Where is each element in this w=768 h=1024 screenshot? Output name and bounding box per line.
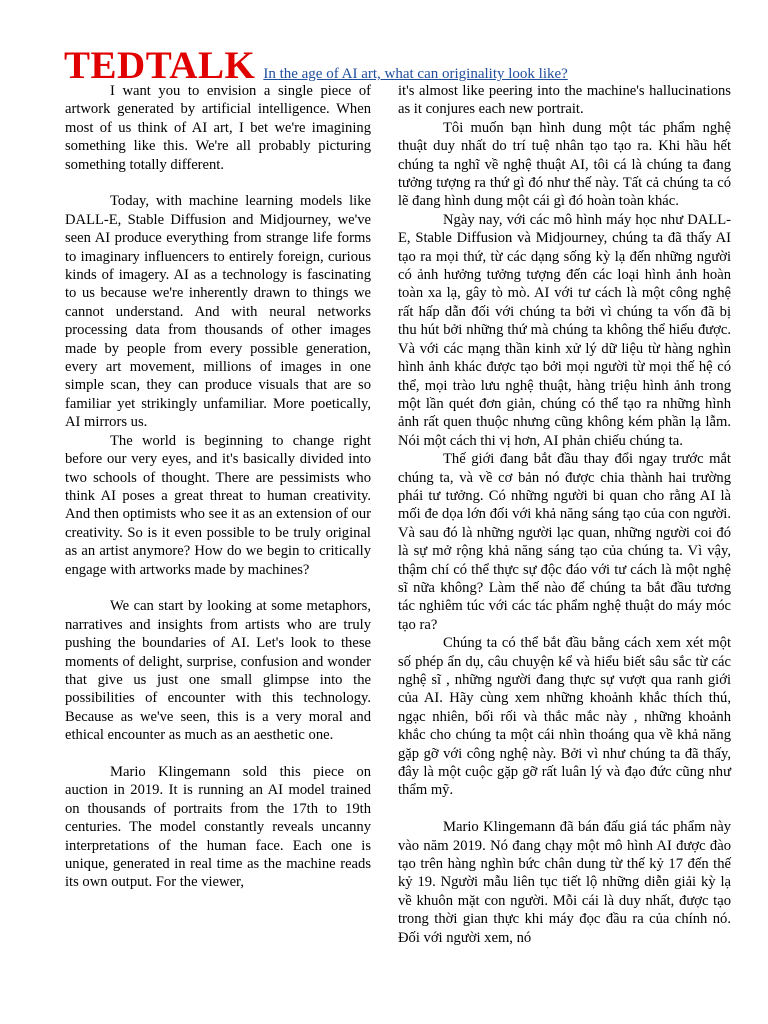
brand-title: TEDTALK — [64, 44, 256, 87]
english-paragraph-continued: it's almost like peering into the machine's hallucinations as it conjures each new portrait. — [398, 83, 731, 118]
english-paragraph: I want you to envision a single piece of artwork generated by artificial intelligence. When most of us think of AI art, I bet we're imagining something like this. We're all probably picturing something totally different. — [65, 83, 371, 173]
talk-title-link[interactable]: In the age of AI art, what can originality look like? — [263, 66, 568, 82]
vietnamese-column — [398, 82, 731, 947]
vietnamese-paragraph: Mario Klingemann đã bán đấu giá tác phẩm này vào năm 2019. Nó đang chạy một mô hình AI được đào tạo trên hàng nghìn bức chân dung từ thế kỷ 17 đến thế kỷ 19. Người mẫu liên tục tiết lộ những diễn giải kỳ lạ về khuôn mặt con người. Mỗi cái là duy nhất, được tạo trong thời gian thực khi máy đọc đầu ra của chính nó. Đối với người xem, nó — [398, 819, 731, 946]
vietnamese-paragraph: Ngày nay, với các mô hình máy học như DALL-E, Stable Diffusion và Midjourney, chúng ta đã thấy AI tạo ra mọi thứ, từ các dạng sống kỳ lạ đến những người có ảnh hưởng tưởng tượng đến các loại hình ảnh hoàn toàn xa lạ, gây tò mò. AI với tư cách là một công nghệ rất hấp dẫn đối với chúng ta bởi vì chúng ta vốn đã bị thu hút bởi những thứ mà chúng ta không thể hiểu được. Và với các mạng thần kinh xử lý dữ liệu từ hàng nghìn hình ảnh khác được tạo bởi mọi người từ mọi thế hệ có thể, mọi trào lưu nghệ thuật, hàng triệu hình ảnh trong một lần quét đơn giản, chúng có thể tạo ra những hình ảnh rất quen thuộc nhưng cũng không kém phần lạ lẫm. Nói một cách thi vị hơn, AI phản chiếu chúng ta. — [398, 211, 731, 449]
english-paragraph: The world is beginning to change right before our very eyes, and it's basically divided into two schools of thought. There are pessimists who think AI poses a great threat to human creativity. And then optimists who see it as an extension of our creativity. So is it even possible to be truly original as an artist anymore? How do we begin to critically engage with artworks made by machines? — [65, 432, 371, 578]
vietnamese-paragraph: Tôi muốn bạn hình dung một tác phẩm nghệ thuật duy nhất do trí tuệ nhân tạo tạo ra. Khi hầu hết chúng ta nghĩ về nghệ thuật AI, tôi cá là chúng ta đang tưởng tượng ra thứ gì đó như thế này. Tất cả chúng ta có lẽ đang hình dung một cái gì đó hoàn toàn khác. — [398, 119, 731, 210]
vietnamese-paragraph: Thế giới đang bắt đầu thay đổi ngay trước mắt chúng ta, và về cơ bản nó được chia thành hai trường phái tư tưởng. Có những người bi quan cho rằng AI là mối đe dọa lớn đối với khả năng sáng tạo của con người. Và sau đó là những người lạc quan, những người coi đó là sự mở rộng khả năng sáng tạo của chúng ta. Vì vậy, thậm chí có thể thực sự độc đáo với tư cách là một nghệ sĩ nữa không? Làm thế nào để chúng ta bắt đầu tương tác nghiêm túc với các tác phẩm nghệ thuật do máy móc tạo ra? — [398, 451, 731, 633]
vietnamese-paragraph: Chúng ta có thể bắt đầu bằng cách xem xét một số phép ẩn dụ, câu chuyện kể và hiểu biết sâu sắc từ các nghệ sĩ , những người đang thực sự vượt qua ranh giới của AI. Hãy cùng xem những khoảnh khắc thích thú, ngạc nhiên, bối rối và thắc mắc này , những khoảnh khắc cho chúng ta một cái nhìn thoáng qua về khả năng gặp gỡ với công nghệ này. Bởi vì như chúng ta đã thấy, đây là một cuộc gặp gỡ rất luân lý và đạo đức cũng như thẩm mỹ. — [398, 635, 731, 799]
english-column — [65, 82, 371, 892]
english-paragraph: Mario Klingemann sold this piece on auction in 2019. It is running an AI model trained on thousands of portraits from the 17th to 19th centuries. The model constantly reveals uncanny interpretations of the human face. Each one is unique, generated in real time as the machine reads its own output. For the viewer, — [65, 763, 371, 891]
english-paragraph: We can start by looking at some metaphors, narratives and insights from artists who are truly pushing the boundaries of AI. Let's look to these moments of delight, surprise, confusion and wonder that give us just one small glimpse into the possibilities of encounter with this technology. Because as we've seen, this is a very moral and ethical encounter as much as an aesthetic one. — [65, 598, 371, 744]
english-paragraph: Today, with machine learning models like DALL-E, Stable Diffusion and Midjourney, we've seen AI produce everything from strange life forms to imaginary influencers to entirely foreign, curious kinds of imagery. AI as a technology is fascinating to us because we're inherently drawn to things we cannot understand. And with neural networks processing data from thousands of other images made by people from every possible generation, every art movement, millions of images in one simple scan, they can produce visuals that are so familiar yet strikingly unfamiliar. More poetically, AI mirrors us. — [65, 193, 371, 431]
